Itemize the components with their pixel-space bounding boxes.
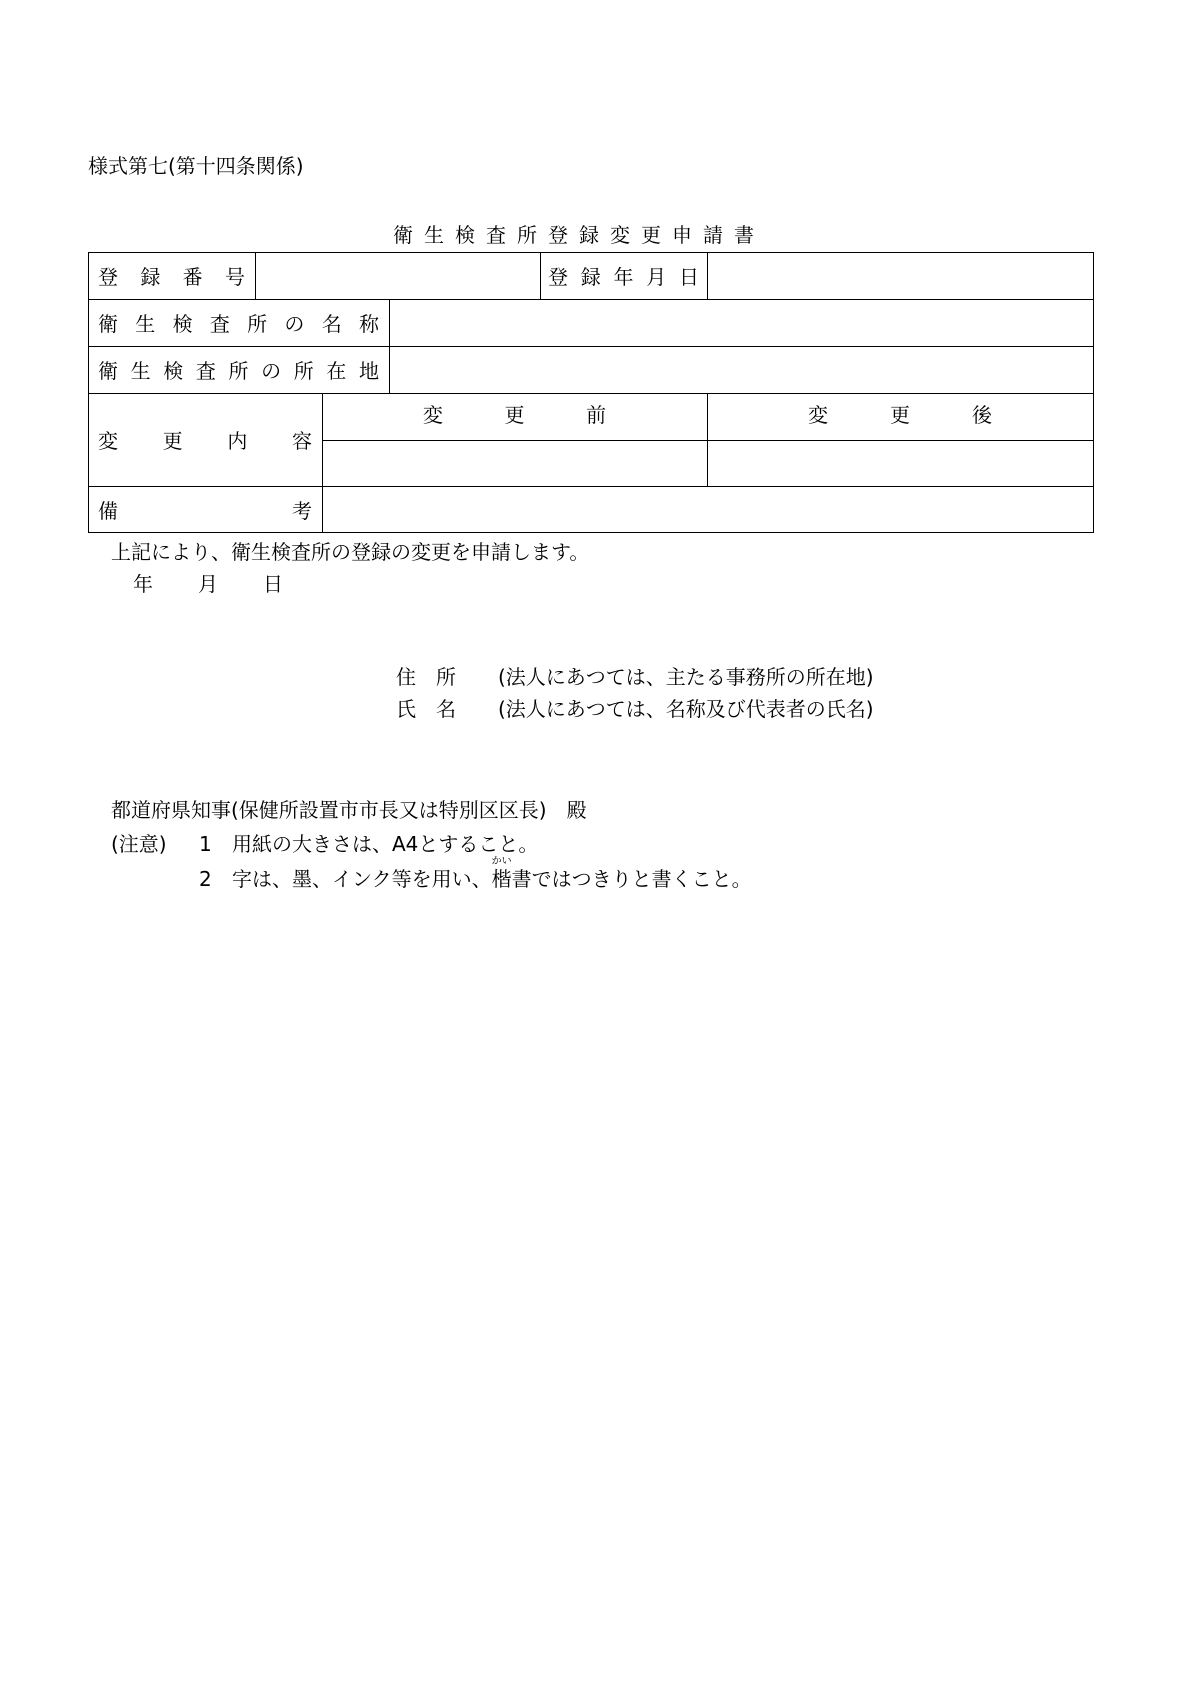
address-label: 住 所 [396,665,456,689]
registration-number-label [88,252,255,299]
lab-location-field[interactable] [390,347,1093,393]
label-char: 月 [646,265,667,289]
label-char: 衛 [98,359,118,383]
after-change-field[interactable] [708,441,1093,486]
date-day: 日 [263,572,283,596]
name-note: (法人にあつては、名称及び代表者の氏名) [498,697,874,721]
notes-heading: (注意) [111,832,167,856]
note-2-text-before: 字は、墨、インク等を用い、 [232,867,492,891]
label-char: 登 [548,265,568,289]
remarks-field[interactable] [323,487,1093,532]
label-char: 録 [140,265,161,289]
label-char: 所 [293,359,314,383]
lab-name-field[interactable] [390,300,1093,346]
note-1-number: 1 [199,832,212,856]
address-note: (法人にあつては、主たる事務所の所在地) [498,665,874,689]
label-char: 査 [209,312,230,336]
note-1-text: 用紙の大きさは、A4とすること。 [232,832,539,856]
label-char: 検 [172,312,193,336]
after-change-header [707,393,1093,433]
table-border [1093,252,1094,533]
label-char: 地 [359,359,379,383]
note-2-number: 2 [199,867,212,891]
label-char: 録 [580,265,601,289]
note-2-text [232,856,752,891]
document-title: 衛生検査所登録変更申請書 [393,223,765,247]
label-char: 変 [808,402,828,427]
date-year: 年 [133,572,153,596]
label-char: 称 [358,312,379,336]
label-char: 後 [972,402,992,427]
lab-location-label [88,346,389,393]
label-char: 変 [98,429,118,453]
table-border [88,532,1094,533]
note-2-text-after: 書ではつきりと書くこと。 [511,867,752,891]
label-char: 更 [890,402,910,427]
addressee: 都道府県知事(保健所設置市市長又は特別区区長) 殿 [111,798,587,822]
label-char: 生 [130,359,151,383]
statement: 上記により、衛生検査所の登録の変更を申請します。 [111,540,590,564]
label-char: 年 [613,265,634,289]
label-char: 衛 [98,312,118,336]
form-number: 様式第七(第十四条関係) [88,154,304,178]
registration-number-field[interactable] [256,253,540,299]
lab-name-label [88,299,389,346]
label-char: 備 [98,498,118,523]
label-char: 在 [326,359,347,383]
change-content-label [88,393,322,486]
label-char: 内 [227,429,248,453]
label-char: 番 [182,265,203,289]
label-char: 査 [195,359,216,383]
remarks-label [88,486,322,532]
label-char: 前 [586,402,607,427]
ruby-text: かい [491,856,512,867]
label-char: 検 [163,359,184,383]
label-char: の [261,359,282,383]
label-char: 名 [321,312,342,336]
before-change-header [322,393,707,433]
label-char: 考 [292,498,312,523]
label-char: 所 [247,312,268,336]
label-char: 日 [679,265,699,289]
label-char: 更 [504,402,525,427]
label-char: 登 [98,265,118,289]
date-month: 月 [198,572,218,596]
name-label: 氏 名 [396,697,456,721]
ruby-base [491,856,512,891]
label-char: 容 [291,429,312,453]
label-char: 変 [422,402,443,427]
ruby-base-char: 楷 [491,867,512,891]
label-char: の [284,312,305,336]
label-char: 所 [228,359,249,383]
label-char: 号 [224,265,245,289]
registration-date-field[interactable] [708,253,1093,299]
registration-date-label [540,252,707,299]
label-char: 生 [135,312,156,336]
label-char: 更 [162,429,183,453]
before-change-field[interactable] [323,441,707,486]
